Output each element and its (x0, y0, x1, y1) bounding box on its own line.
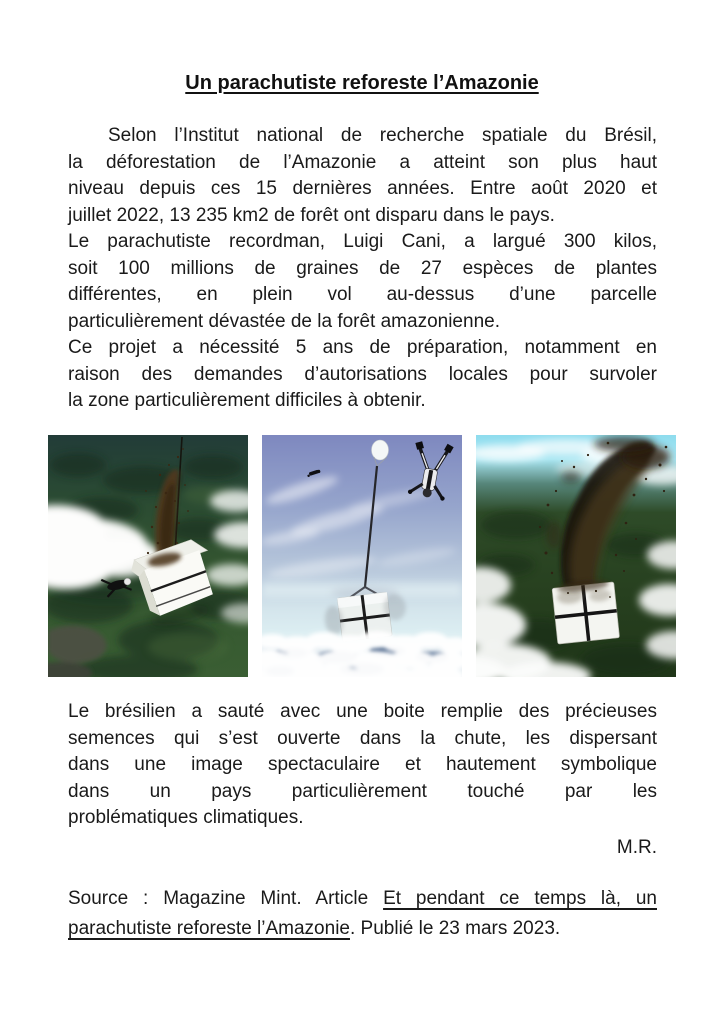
source-text: Source : Magazine Mint. Article (68, 888, 384, 909)
text-line: problématiques climatiques. (68, 807, 304, 828)
text-line: semences qui s’est ouverte dans la chute, les dispersant (68, 727, 657, 749)
photo-seed-box-under-drogue-chute (262, 435, 462, 677)
cloud-deck (262, 631, 462, 677)
photo-row (48, 435, 676, 677)
text-line: Selon l’Institut national de recherche spatiale du Brésil, (108, 125, 657, 146)
source-article-link[interactable]: parachutiste reforeste l’Amazonie (68, 918, 350, 939)
page-title (0, 72, 724, 95)
page-title-text: Un parachutiste reforeste l’Amazonie (185, 72, 539, 94)
text-line: particulièrement dévastée de la forêt amazonienne. (68, 310, 500, 332)
signature: M.R. (616, 837, 657, 858)
source-text: . Publié le 23 mars 2023. (349, 918, 561, 939)
text-line: Le brésilien a sauté avec une boite remplie des précieuses (68, 701, 657, 722)
text-line: soit 100 millions de graines de 27 espèces de plantes (68, 257, 657, 279)
closing-paragraph (68, 699, 657, 832)
text-line: niveau depuis ces 15 dernières années. Entre août 2020 et (68, 178, 657, 199)
text-line: différentes, en plein vol au-dessus d’une parcelle (68, 284, 657, 305)
text-line (68, 914, 657, 944)
source-article-link[interactable]: Et pendant ce temps là, un (383, 888, 657, 909)
text-line: Ce projet a nécessité 5 ans de préparation, notamment en (68, 337, 657, 358)
text-line: raison des demandes d’autorisations locales pour survoler (68, 363, 657, 385)
text-line: dans une image spectaculaire et hautement symbolique (68, 754, 657, 775)
text-line: dans un pays particulièrement touché par les (68, 780, 657, 802)
photo-skydiver-seed-box-over-forest (48, 435, 248, 677)
text-line: la déforestation de l’Amazonie a atteint son plus haut (68, 151, 657, 173)
text-line (68, 884, 657, 914)
text-line: la zone particulièrement difficiles à obtenir. (68, 390, 426, 411)
intro-paragraphs (68, 123, 657, 415)
seed-box (552, 578, 620, 644)
source-paragraph (68, 884, 657, 944)
text-line: juillet 2022, 13 235 km2 de forêt ont disparu dans le pays. (68, 204, 555, 226)
text-line: Le parachutiste recordman, Luigi Cani, a largué 300 kilos, (68, 231, 657, 252)
photo-seed-plume-dispersing (476, 435, 676, 677)
